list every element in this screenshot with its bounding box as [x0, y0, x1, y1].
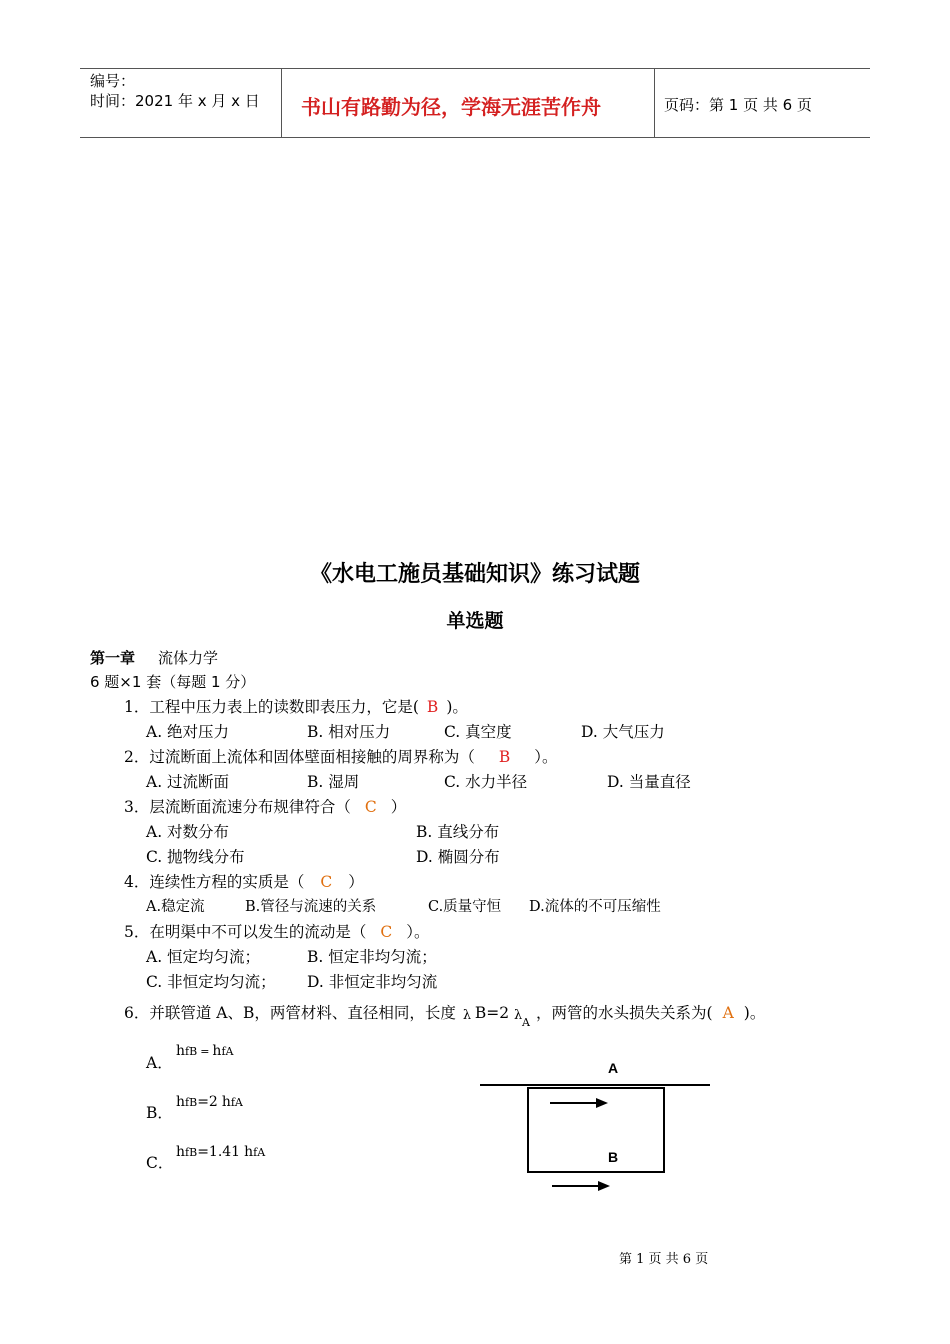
- question-2: 2．过流断面上流体和固体壁面相接触的周界称为（ B ）。: [124, 748, 558, 766]
- page-title: 《水电工施员基础知识》练习试题: [309, 562, 640, 587]
- option: B. 直线分布: [416, 823, 500, 841]
- question-1: 1．工程中压力表上的读数即表压力，它是( B )。: [124, 698, 468, 716]
- option: C. 非恒定均匀流；: [146, 973, 276, 991]
- option: B. 相对压力: [307, 723, 391, 741]
- option-c-formula: hfB=1.41 hfA: [176, 1144, 266, 1160]
- option: C. 真空度: [444, 723, 512, 741]
- option: B. 湿周: [307, 773, 360, 791]
- answer: B: [498, 748, 511, 766]
- question-5: 5．在明渠中不可以发生的流动是（ C ）。: [124, 923, 430, 941]
- set-info: 6 题×1 套（每题 1 分）: [90, 673, 256, 691]
- answer: C: [320, 873, 333, 891]
- option: A.稳定流: [146, 899, 205, 915]
- lambda-symbol: λ: [514, 1008, 523, 1023]
- section-title: 单选题: [446, 610, 504, 632]
- option: D. 当量直径: [607, 773, 691, 791]
- answer: B: [426, 698, 439, 716]
- header-divider: [281, 69, 282, 137]
- question-3: 3．层流断面流速分布规律符合（ C ）: [124, 798, 407, 816]
- question-6: 6．并联管道 A、B，两管材料、直径相同，长度 λ B=2 λ A ，两管的水头损失关系为( A )。: [124, 1004, 766, 1029]
- chapter-label: 第一章: [90, 649, 136, 667]
- option: C.质量守恒: [428, 899, 502, 915]
- serial-label: 编号：: [90, 72, 136, 90]
- option: A. 过流断面: [146, 773, 230, 791]
- answer: C: [380, 923, 393, 941]
- option: C. 水力半径: [444, 773, 528, 791]
- answer: A: [722, 1004, 734, 1022]
- chapter-name: 流体力学: [158, 649, 219, 667]
- option: B. 恒定非均匀流；: [307, 948, 437, 966]
- option: D.流体的不可压缩性: [529, 899, 661, 915]
- parallel-pipe-diagram: [470, 1050, 720, 1200]
- option-a-formula: hfB = hfA: [176, 1043, 234, 1059]
- page-info: 页码：第 1 页 共 6 页: [664, 96, 812, 114]
- footer-page: 第 1 页 共 6 页: [619, 1252, 709, 1267]
- time-label: 时间：2021 年 x 月 x 日: [90, 92, 260, 110]
- option: B.管径与流速的关系: [245, 899, 377, 915]
- option-b-formula: hfB=2 hfA: [176, 1094, 243, 1110]
- answer: C: [364, 798, 377, 816]
- option: C. 抛物线分布: [146, 848, 245, 866]
- option: A. 对数分布: [146, 823, 230, 841]
- option: A. 恒定均匀流；: [146, 948, 261, 966]
- pipe-label-b: B: [608, 1149, 619, 1165]
- option: D. 椭圆分布: [416, 848, 500, 866]
- motto: 书山有路勤为径，学海无涯苦作舟: [301, 95, 601, 119]
- lambda-symbol: λ: [462, 1008, 472, 1023]
- option: D. 非恒定非均匀流: [307, 973, 438, 991]
- pipe-label-a: A: [608, 1060, 619, 1076]
- option: A. 绝对压力: [146, 723, 230, 741]
- option-b: B．: [146, 1104, 173, 1122]
- option: D. 大气压力: [581, 723, 665, 741]
- option-a: A．: [146, 1054, 173, 1072]
- question-4: 4．连续性方程的实质是（ C ）: [124, 873, 364, 891]
- option-c: C．: [146, 1154, 174, 1172]
- header-divider: [654, 69, 655, 137]
